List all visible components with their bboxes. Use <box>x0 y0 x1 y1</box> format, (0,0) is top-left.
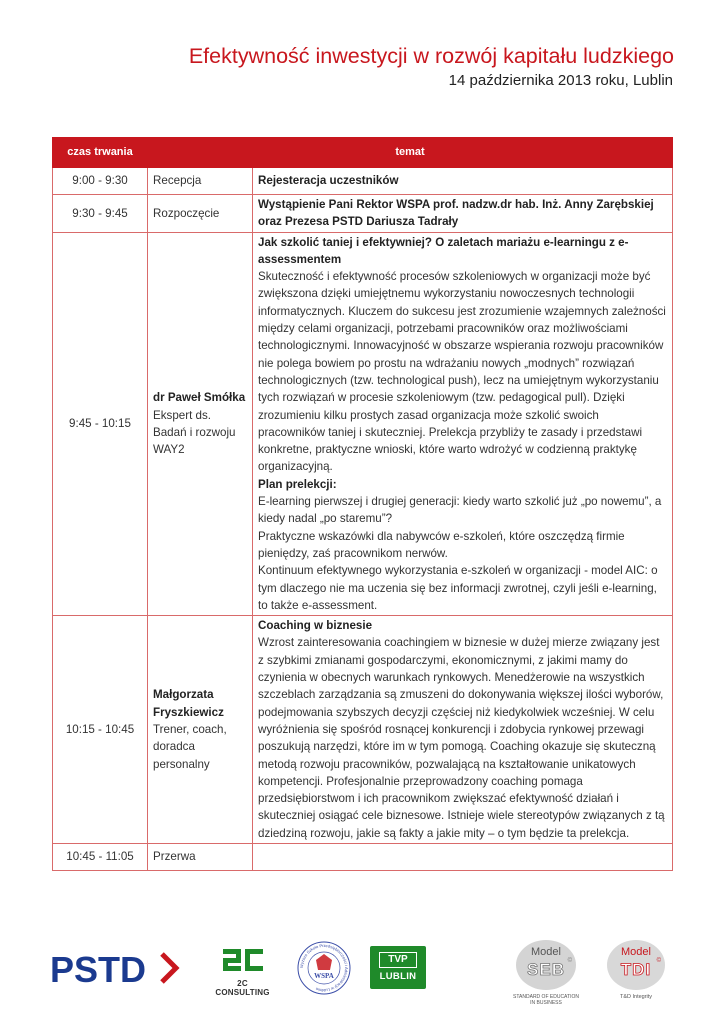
seb-badge <box>516 940 576 990</box>
row-time: 9:45 - 10:15 <box>53 232 148 616</box>
row-topic: Wystąpienie Pani Rektor WSPA prof. nadzw.dr hab. Inż. Anny Zarębskiej oraz Prezesa PSTD Dariusza Tadrały <box>253 195 673 233</box>
header-topic: temat <box>148 138 673 168</box>
speaker-cell <box>148 232 253 616</box>
table-row <box>53 232 673 616</box>
tdi-logo <box>602 940 670 1000</box>
row-label: Przerwa <box>148 843 253 870</box>
row-label: Rozpoczęcie <box>148 195 253 233</box>
seb-logo <box>508 940 584 1006</box>
tvp-badge: TVP <box>379 952 417 968</box>
pstd-logo <box>50 948 185 993</box>
tdi-caption: T&D Integrity <box>619 994 653 1000</box>
plan-heading: Plan prelekcji: <box>258 477 337 491</box>
topic-body: Skuteczność i efektywność procesów szkoleniowych w organizacji może być zwiększona dzięki umiejętnemu wykorzystaniu nowoczesnych technologii informatycznych. Kluczem do sukcesu jest zrozumienie wzajemnych zależności między celami organizacji, potrzebami pracowników oraz możliwościami technologicznymi. Innowacyjność w obszarze wspierania rozwoju pracowników nie polega bowiem po prostu na wdrażaniu nowych „modnych” rozwiązań technologicznych (tzw. technological push), lecz na umiejętnym wykorzystaniu tych rozwiązań w procesie szkoleniowym (tzw. pedagogical pull). Dzięki zrozumieniu kilku prostych zasad organizacja może szkolić swoich pracowników taniej i skuteczniej. Prelekcja przybliży te zasady i przedstawi konkretne, praktyczne wnioski, które warto wdrożyć w codzienną praktykę organizacyjną. <box>258 270 666 474</box>
pstd-mark <box>50 948 185 988</box>
svg-text:Wyższa Szkoła Przedsiębiorczoś: Wyższa Szkoła Przedsiębiorczości i Administracji w Lublinie <box>298 942 350 994</box>
svg-text:PSTD: PSTD <box>50 949 147 988</box>
tvp-lublin-logo <box>370 946 426 989</box>
2c-consulting-logo <box>210 946 275 997</box>
row-time: 9:30 - 9:45 <box>53 195 148 233</box>
row-topic <box>253 843 673 870</box>
table-row <box>53 616 673 844</box>
svg-text:WSPA: WSPA <box>314 972 334 980</box>
speaker-name: Małgorzata Fryszkiewicz <box>153 688 224 719</box>
speaker-cell <box>148 616 253 844</box>
topic-heading: Coaching w biznesie <box>258 619 373 633</box>
row-time: 10:45 - 11:05 <box>53 843 148 870</box>
plan-item: Praktyczne wskazówki dla nabywców e-szkoleń, które oszczędzą firmie pieniędzy, zaś pracownikom nerwów. <box>258 529 625 560</box>
seb-label: SEB <box>527 960 565 979</box>
seb-registered: © <box>567 958 572 964</box>
topic-cell <box>253 616 673 844</box>
table-row <box>53 843 673 870</box>
plan-item: Kontinuum efektywnego wykorzystania e-szkoleń w organizacji - model AIC: o tym dlaczego nie ma uczenia się bez informacji zwrotnej, czyli jeśli e-learning, to także e-assessment. <box>258 564 658 612</box>
row-time: 10:15 - 10:45 <box>53 616 148 844</box>
tdi-registered: © <box>656 958 661 964</box>
row-topic: Rejesteracja uczestników <box>253 168 673 195</box>
page-subtitle: 14 października 2013 roku, Lublin <box>448 72 673 89</box>
row-time: 9:00 - 9:30 <box>53 168 148 195</box>
tdi-label: TDI <box>620 960 652 979</box>
table-row <box>53 168 673 195</box>
topic-body: Wzrost zainteresowania coachingiem w biznesie w dużej mierze związany jest z szybkimi zmianami gospodarczymi, ekonomicznymi, z jakimi mamy do czynienia w obecnych warunkach rynkowych. Menedżerowie na wszystkich szczeblach zarządzania są zmuszeni do dokonywania większej ilości wyborów, podejmowania szybszych decyzji częściej niż kiedykolwiek wcześniej. W celu wyróżnienia się spośród rosnącej konkurencji i zdobycia rynkowej przewagi poszukują narzędzi, które im w tym pomogą. Coaching okazuje się skuteczną metodą rozwoju pracowników, pozwalającą na kształtowanie unikatowych kompetencji. Profesjonalnie przeprowadzony coaching pomaga przedsiębiorstwom i ich pracownikom zwiększać efektywność działań i skuteczniej osiągać cele biznesowe. Istnieje wiele stereotypów związanych z tą dziedziną rozwoju, jakie są fakty a jakie mity – o tym będzie ta prelekcja. <box>258 636 665 840</box>
sponsor-logos <box>0 940 725 1020</box>
plan-item: E-learning pierwszej i drugiej generacji: kiedy warto szkolić już „po nowemu”, a kiedy nadal „po staremu”? <box>258 495 662 526</box>
table-header-row <box>53 138 673 168</box>
seb-model-label: Model <box>531 946 561 958</box>
table-row <box>53 195 673 233</box>
topic-cell <box>253 232 673 616</box>
pstd-chevron-icon <box>162 954 176 982</box>
wspa-logo <box>296 940 352 1001</box>
tdi-badge <box>607 940 665 990</box>
speaker-role: Ekspert ds. Badań i rozwoju WAY2 <box>153 408 236 457</box>
2c-consulting-text: 2C CONSULTING <box>215 979 270 997</box>
seb-caption: STANDARD OF EDUCATION IN BUSINESS <box>513 994 579 1006</box>
agenda-table <box>52 137 673 871</box>
tvp-city: LUBLIN <box>379 971 417 982</box>
tdi-model-label: Model <box>621 946 651 958</box>
header-duration: czas trwania <box>53 138 148 168</box>
speaker-role: Trener, coach, doradca personalny <box>153 722 227 771</box>
wspa-seal-icon <box>296 940 352 996</box>
topic-heading: Jak szkolić taniej i efektywniej? O zaletach mariażu e-learningu z e-assessmentem <box>258 235 629 266</box>
row-label: Recepcja <box>148 168 253 195</box>
speaker-name: dr Paweł Smółka <box>153 391 246 405</box>
2c-mark-icon <box>221 946 265 974</box>
page-title: Efektywność inwestycji w rozwój kapitału ludzkiego <box>188 44 674 68</box>
